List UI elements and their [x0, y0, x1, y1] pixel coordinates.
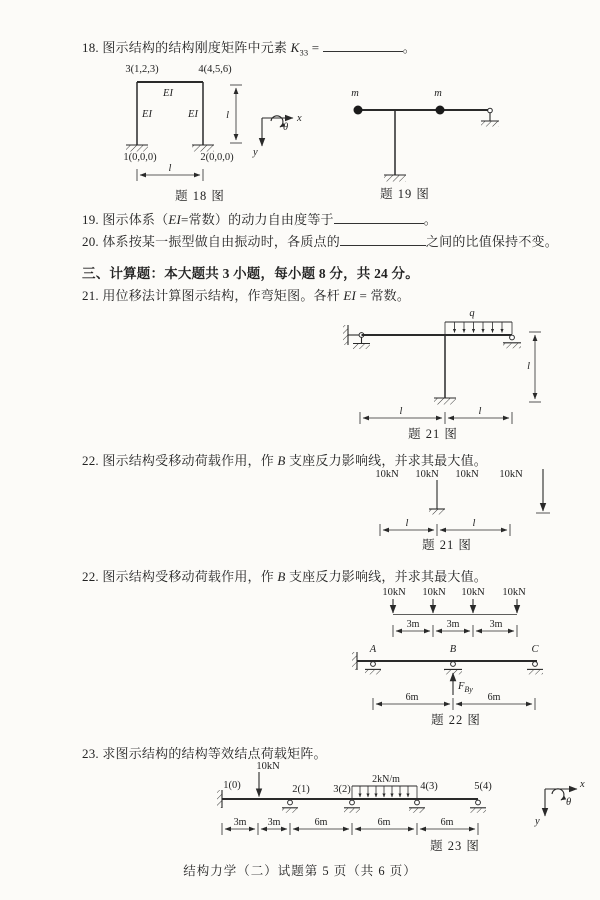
section-3-heading: [82, 262, 419, 282]
node-label-2: 2(0,0,0): [200, 152, 234, 163]
mass-label-left: m: [351, 88, 359, 99]
question-19: [82, 209, 437, 228]
dim-label-l-left: l: [399, 406, 403, 417]
math-EI-21: EI: [343, 288, 357, 303]
math-B-a: B: [277, 453, 286, 468]
figure-q19: [335, 80, 550, 205]
question-23-text: 求图示结构的结构等效结点荷载矩阵。: [102, 746, 327, 761]
question-20-text-a: 体系按某一振型做自由振动时，各质点的: [102, 234, 340, 249]
dim-label-l-right: l: [478, 406, 482, 417]
load-label-1: 10kN: [382, 587, 406, 598]
dimension-height: [529, 332, 541, 402]
coordinate-axes-icon: [262, 116, 293, 146]
dim-label-l-height: l: [226, 110, 229, 121]
theta-label: θ: [566, 797, 572, 808]
figure-q21-ghost-fragment: [350, 463, 568, 558]
node-label-4: 4(3): [420, 781, 438, 792]
dim-label-3m-1: 3m: [406, 619, 420, 630]
answer-blank-20: [340, 234, 426, 246]
math-K-subscript: 33: [299, 47, 309, 58]
load-label-3: 10kN: [455, 469, 479, 480]
figure-q22: [340, 583, 592, 735]
figure-caption-18: 题 18 图: [175, 189, 225, 203]
question-20-number: 20.: [82, 234, 103, 249]
dim-label-6m-1: 6m: [314, 817, 328, 828]
ghost-column-support: [429, 480, 445, 515]
math-EI: EI: [168, 212, 181, 227]
math-B-b: B: [277, 569, 286, 584]
roller-support-C: [527, 662, 543, 675]
fixed-support-bottom: [434, 398, 456, 405]
ei-label-beam: EI: [163, 88, 173, 99]
pinned-wall-support-left: [343, 325, 370, 349]
ei-label-right-column: EI: [188, 109, 198, 120]
figure-q18: [90, 58, 320, 208]
roller-support-B: [444, 662, 462, 675]
figure-q21: [335, 303, 570, 451]
figure-caption-21: 题 21 图: [408, 427, 458, 441]
question-21: [82, 285, 410, 304]
dim-label-3m-1: 3m: [233, 817, 247, 828]
question-22b-text-b: 支座反力影响线，并求其最大值。: [285, 569, 487, 584]
figure-caption-21-ghost: 题 21 图: [422, 538, 472, 552]
node-label-2: 2(1): [292, 784, 310, 795]
question-21-text-b: = 常数。: [356, 288, 411, 303]
footer-text: 结构力学（二）试题第 5 页（共 6 页）: [183, 864, 417, 878]
load-label-q: q: [469, 308, 475, 319]
ei-label-left-column: EI: [142, 109, 152, 120]
dim-label-l-bottom: l: [168, 163, 172, 174]
reaction-label-FBy: [457, 681, 473, 694]
dimension-spans: [360, 412, 512, 424]
dim-label-3m-2: 3m: [446, 619, 460, 630]
question-20-text-b: 之间的比值保持不变。: [425, 234, 558, 249]
node-label-4: 4(4,5,6): [198, 64, 232, 75]
load-label-4: 10kN: [499, 469, 523, 480]
question-18-period: 。: [402, 40, 416, 55]
question-19-number: 19.: [82, 212, 103, 227]
roller-support-5: [470, 800, 486, 813]
mass-label-right: m: [434, 88, 442, 99]
mass-left: [354, 106, 363, 115]
y-axis-label: y: [535, 816, 540, 827]
fixed-support-left: [126, 145, 148, 152]
dimension-spans: [373, 698, 535, 710]
figure-q23: [175, 758, 589, 858]
dimension-spans: [222, 823, 478, 835]
ghost-dimension-arrow: [536, 469, 550, 513]
dim-label-l-height: l: [527, 361, 530, 372]
dim-label-6m-3: 6m: [440, 817, 454, 828]
distributed-load-label: 2kN/m: [372, 774, 400, 785]
load-label-1: 10kN: [375, 469, 399, 480]
question-21-number: 21.: [82, 288, 103, 303]
roller-support-right: [503, 335, 521, 348]
roller-support-3: [344, 800, 360, 813]
question-21-text-a: 用位移法计算图示结构，作弯矩图。各杆: [102, 288, 344, 303]
node-label-A: A: [369, 644, 377, 655]
node-label-C: C: [531, 644, 539, 655]
x-axis-label: x: [580, 779, 585, 790]
question-22b-text-a: 图示结构受移动荷载作用，作: [102, 569, 278, 584]
roller-support-2: [282, 800, 298, 813]
math-K: K: [290, 40, 300, 55]
dim-label-6m-2: 6m: [487, 692, 501, 703]
question-18-text: 图示结构的结构刚度矩阵中元素: [102, 40, 291, 55]
node-label-1: 1(0): [223, 780, 241, 791]
load-label-3: 10kN: [461, 587, 485, 598]
load-label-2: 10kN: [415, 469, 439, 480]
reaction-F-subscript: By: [464, 685, 473, 694]
question-23-number: 23.: [82, 746, 103, 761]
roller-support-4: [409, 800, 425, 813]
question-22a-text-a: 图示结构受移动荷载作用，作: [102, 453, 278, 468]
dimension-spans: [380, 524, 510, 536]
node-label-B: B: [449, 644, 457, 655]
fixed-support-right: [192, 145, 214, 152]
fixed-support-bottom: [384, 175, 406, 182]
dim-label-3m-3: 3m: [489, 619, 503, 630]
mass-right: [436, 106, 445, 115]
page-footer: [0, 861, 600, 879]
dim-label-6m-2: 6m: [377, 817, 391, 828]
answer-blank-19: [334, 212, 424, 224]
equals-sign: =: [308, 40, 323, 55]
load-label-2: 10kN: [422, 587, 446, 598]
dim-label-3m-2: 3m: [267, 817, 281, 828]
node-label-5: 5(4): [474, 781, 492, 792]
figure-caption-23: 题 23 图: [430, 839, 480, 853]
figure-caption-22: 题 22 图: [431, 713, 481, 727]
dimension-height: [230, 85, 242, 143]
question-22a-text-b: 支座反力影响线，并求其最大值。: [285, 453, 487, 468]
question-18-number: 18.: [82, 40, 103, 55]
reaction-F: F: [458, 681, 465, 692]
load-arrows: [393, 599, 517, 615]
distributed-load: [445, 322, 512, 334]
dim-label-6m-1: 6m: [405, 692, 419, 703]
dim-label-l-left: l: [405, 518, 409, 529]
distributed-load: [352, 786, 417, 798]
question-18: [82, 37, 416, 58]
roller-support-A: [365, 662, 381, 675]
wall-left: [352, 652, 357, 670]
question-19-text-b: =常数）的动力自由度等于: [181, 212, 334, 227]
x-axis-label: x: [297, 113, 302, 124]
section-3-text: 三、计算题：本大题共 3 小题，每小题 8 分，共 24 分。: [82, 266, 419, 281]
node-label-1: 1(0,0,0): [123, 152, 157, 163]
y-axis-label: y: [253, 147, 258, 158]
question-22b-number: 22.: [82, 569, 103, 584]
node-label-3: 3(2): [333, 784, 351, 795]
figure-caption-19: 题 19 图: [380, 187, 430, 201]
answer-blank-18: [323, 40, 403, 52]
question-20: [82, 231, 558, 250]
node-label-3: 3(1,2,3): [125, 64, 159, 75]
question-22a-number: 22.: [82, 453, 103, 468]
load-label-10kN: 10kN: [256, 761, 280, 772]
coordinate-axes-icon: [545, 789, 577, 816]
load-label-4: 10kN: [502, 587, 526, 598]
wall-support-left: [217, 790, 222, 808]
question-19-text-a: 图示体系（: [102, 212, 169, 227]
theta-label: θ: [283, 122, 289, 133]
dim-label-l-right: l: [472, 518, 476, 529]
question-19-period: 。: [423, 212, 437, 227]
